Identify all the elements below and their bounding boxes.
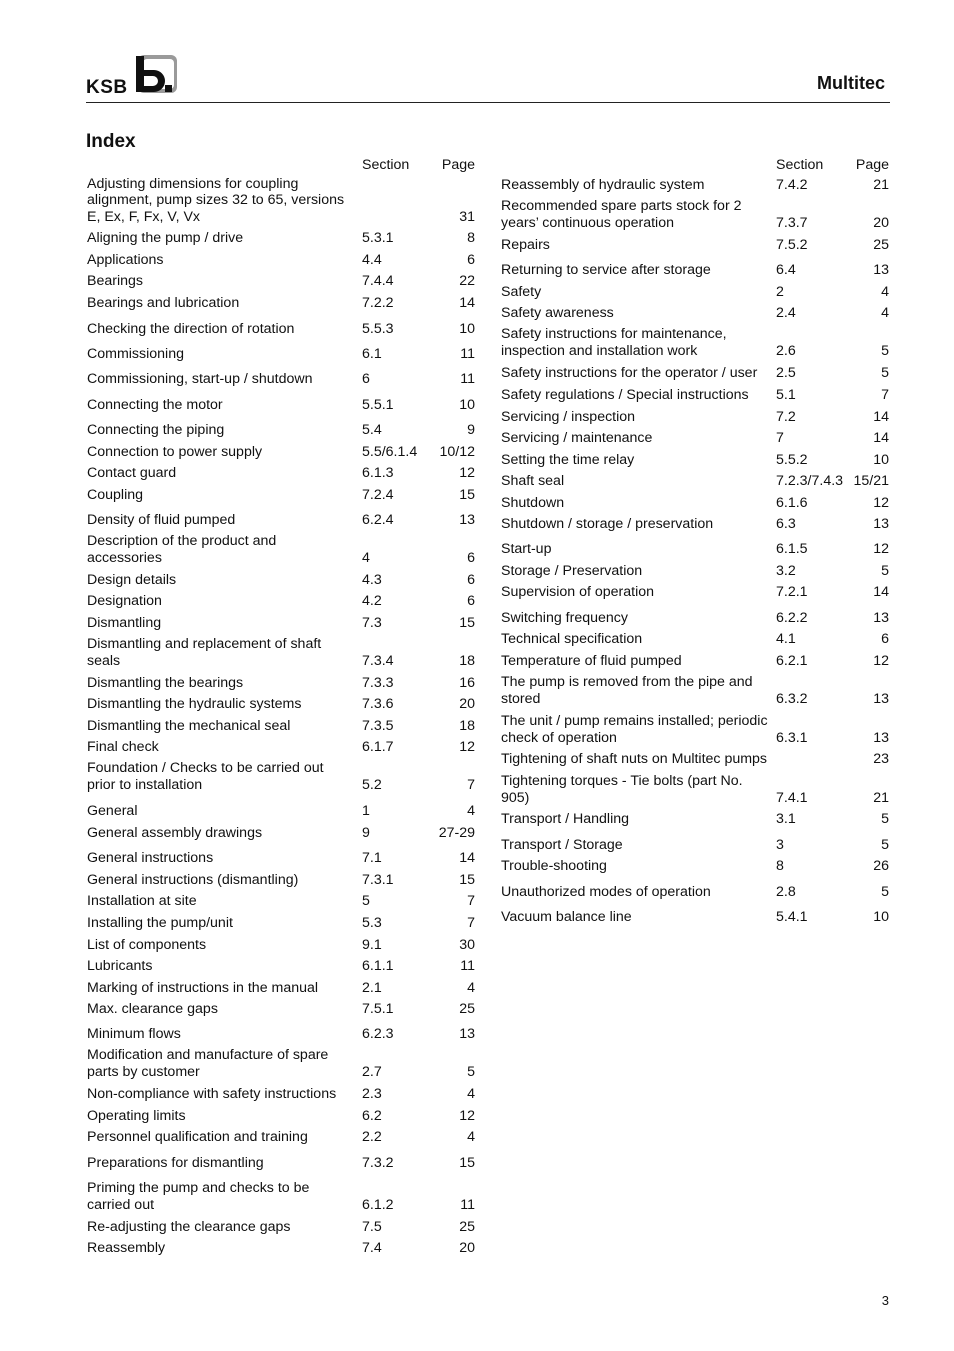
entry-title: Reassembly of hydraulic system <box>501 176 705 193</box>
entry-title: Bearings and lubrication <box>87 294 240 311</box>
entry-page: 5 <box>467 1063 475 1080</box>
entry-page: 11 <box>460 957 475 974</box>
entry-page: 12 <box>873 494 889 511</box>
entry-title: Max. clearance gaps <box>87 1000 218 1017</box>
entry-section: 2 <box>776 283 784 300</box>
entry-section: 7.2.2 <box>362 294 394 311</box>
entry-section: 5.1 <box>776 386 796 403</box>
entry-title: Safety instructions for maintenance, inspection and installation work <box>501 326 727 359</box>
entry-title: Preparations for dismantling <box>87 1154 264 1171</box>
entry-page: 10 <box>873 451 889 468</box>
entry-title: Safety <box>501 283 542 300</box>
entry-page: 13 <box>873 729 889 746</box>
entry-section: 6.2 <box>362 1107 382 1124</box>
entry-section: 4.3 <box>362 571 382 588</box>
entry-page: 14 <box>873 408 889 425</box>
entry-section: 6.1.1 <box>362 957 394 974</box>
entry-title: Operating limits <box>87 1107 186 1124</box>
entry-title: Shutdown / storage / preservation <box>501 515 714 532</box>
entry-page: 15 <box>459 1154 475 1171</box>
entry-section: 2.1 <box>362 979 382 996</box>
entry-title: Modification and manufacture of spare parts by customer <box>87 1047 329 1080</box>
entry-title: General instructions <box>87 849 214 866</box>
entry-page: 12 <box>873 652 889 669</box>
page-number: 3 <box>881 1293 889 1308</box>
entry-page: 13 <box>459 511 475 528</box>
entry-section: 7.4.4 <box>362 272 394 289</box>
entry-section: 6.1.6 <box>776 494 808 511</box>
entry-section: 7 <box>776 429 784 446</box>
entry-title: Lubricants <box>87 957 153 974</box>
entry-section: 1 <box>362 802 370 819</box>
section-header: Section <box>362 157 410 173</box>
entry-title: Transport / Handling <box>501 810 630 827</box>
entry-page: 12 <box>873 540 889 557</box>
entry-page: 5 <box>881 342 889 359</box>
entry-section: 3 <box>776 836 784 853</box>
entry-section: 6 <box>362 370 370 387</box>
entry-title: Vacuum balance line <box>501 908 632 925</box>
entry-section: 5.3.1 <box>362 229 394 246</box>
entry-page: 5 <box>881 364 889 381</box>
entry-page: 10 <box>873 908 889 925</box>
entry-title: Transport / Storage <box>501 836 623 853</box>
entry-title: List of components <box>87 936 207 953</box>
entry-section: 7.4 <box>362 1239 382 1256</box>
entry-page: 25 <box>459 1218 475 1235</box>
entry-title: Connecting the motor <box>87 396 223 413</box>
entry-title: Designation <box>87 592 162 609</box>
entry-section: 7.3.6 <box>362 695 394 712</box>
entry-page: 13 <box>873 609 889 626</box>
entry-title: Dismantling the bearings <box>87 674 244 691</box>
entry-title: Non-compliance with safety instructions <box>87 1085 337 1102</box>
entry-page: 7 <box>467 776 475 793</box>
entry-section: 6.2.2 <box>776 609 808 626</box>
entry-section: 9.1 <box>362 936 382 953</box>
entry-section: 7.3.7 <box>776 214 808 231</box>
entry-page: 11 <box>460 1196 475 1213</box>
entry-page: 8 <box>467 229 475 246</box>
entry-section: 7.4.1 <box>776 789 808 806</box>
entry-section: 7.4.2 <box>776 176 808 193</box>
entry-section: 6.1.7 <box>362 738 394 755</box>
entry-page: 22 <box>459 272 475 289</box>
entry-title: Installation at site <box>87 892 197 909</box>
entry-section: 7.5 <box>362 1218 382 1235</box>
entry-title: General assembly drawings <box>87 824 263 841</box>
entry-title: Reassembly <box>87 1239 166 1256</box>
entry-title: Shaft seal <box>501 472 565 489</box>
entry-page: 20 <box>459 695 475 712</box>
entry-title: Recommended spare parts stock for 2 years’ continuous operation <box>501 198 742 231</box>
entry-title: Repairs <box>501 236 550 253</box>
entry-page: 14 <box>873 429 889 446</box>
entry-title: The pump is removed from the pipe and stored <box>501 674 753 707</box>
entry-section: 7.3.1 <box>362 871 394 888</box>
ksb-logo <box>86 52 181 96</box>
entry-page: 20 <box>873 214 889 231</box>
entry-title: Temperature of fluid pumped <box>501 652 682 669</box>
entry-title: Connecting the piping <box>87 421 225 438</box>
entry-title: Re-adjusting the clearance gaps <box>87 1218 291 1235</box>
entry-section: 7.2.1 <box>776 583 808 600</box>
entry-page: 25 <box>873 236 889 253</box>
entry-page: 25 <box>459 1000 475 1017</box>
entry-section: 4.1 <box>776 630 796 647</box>
entry-title: Dismantling <box>87 614 162 631</box>
entry-section: 6.1.5 <box>776 540 808 557</box>
entry-title: Description of the product and accessories <box>87 533 277 566</box>
entry-page: 4 <box>467 1085 475 1102</box>
entry-title: Applications <box>87 251 164 268</box>
entry-title: Trouble-shooting <box>501 857 607 874</box>
entry-page: 6 <box>467 251 475 268</box>
index-column-right <box>501 157 889 957</box>
entry-page: 13 <box>873 690 889 707</box>
entry-title: Switching frequency <box>501 609 628 626</box>
entry-section: 6.3.1 <box>776 729 808 746</box>
entry-title: Setting the time relay <box>501 451 635 468</box>
entry-section: 7.1 <box>362 849 382 866</box>
entry-page: 5 <box>881 836 889 853</box>
entry-title: Shutdown <box>501 494 565 511</box>
entry-page: 12 <box>459 464 475 481</box>
entry-page: 6 <box>881 630 889 647</box>
entry-section: 7.3.4 <box>362 652 394 669</box>
entry-section: 7.3.2 <box>362 1154 394 1171</box>
entry-title: Coupling <box>87 486 144 503</box>
entry-page: 14 <box>459 849 475 866</box>
entry-title: Tightening of shaft nuts on Multitec pumps <box>501 750 768 767</box>
entry-section: 5 <box>362 892 370 909</box>
entry-page: 15 <box>459 486 475 503</box>
entry-section: 7.3 <box>362 614 382 631</box>
logo-text: KSB <box>86 77 128 98</box>
document-title: Multitec <box>816 73 885 93</box>
entry-section: 4 <box>362 549 370 566</box>
entry-section: 2.6 <box>776 342 796 359</box>
entry-page: 4 <box>467 1128 475 1145</box>
entry-title: Dismantling and replacement of shaft seals <box>87 636 322 669</box>
entry-page: 4 <box>881 283 889 300</box>
entry-page: 7 <box>467 914 475 931</box>
entry-page: 10 <box>459 320 475 337</box>
entry-section: 5.4.1 <box>776 908 808 925</box>
entry-page: 10 <box>459 396 475 413</box>
entry-title: Commissioning, start-up / shutdown <box>87 370 313 387</box>
entry-section: 5.4 <box>362 421 382 438</box>
entry-page: 26 <box>873 857 889 874</box>
entry-title: Safety instructions for the operator / user <box>501 364 758 381</box>
entry-section: 2.5 <box>776 364 796 381</box>
entry-section: 4.2 <box>362 592 382 609</box>
entry-section: 5.5.2 <box>776 451 808 468</box>
entry-page: 5 <box>881 810 889 827</box>
entry-title: Design details <box>87 571 177 588</box>
entry-title: Personnel qualification and training <box>87 1128 308 1145</box>
entry-page: 7 <box>881 386 889 403</box>
entry-section: 6.4 <box>776 261 796 278</box>
entry-page: 10/12 <box>439 443 475 460</box>
entry-section: 7.2.3/7.4.3 <box>776 472 844 489</box>
entry-section: 6.1.2 <box>362 1196 394 1213</box>
entry-section: 8 <box>776 857 784 874</box>
section-header: Section <box>776 157 824 173</box>
entry-page: 9 <box>467 421 475 438</box>
entry-title: Start-up <box>501 540 552 557</box>
entry-section: 6.3 <box>776 515 796 532</box>
entry-section: 5.2 <box>362 776 382 793</box>
entry-title: Servicing / inspection <box>501 408 636 425</box>
entry-title: Foundation / Checks to be carried out prior to installation <box>87 760 324 793</box>
entry-page: 21 <box>873 176 889 193</box>
index-entry <box>87 157 475 1256</box>
entry-title: Safety regulations / Special instructions <box>501 386 749 403</box>
entry-page: 13 <box>873 515 889 532</box>
entry-section: 6.2.1 <box>776 652 808 669</box>
entry-section: 9 <box>362 824 370 841</box>
entry-title: Contact guard <box>87 464 177 481</box>
entry-page: 4 <box>467 802 475 819</box>
entry-title: Unauthorized modes of operation <box>501 883 711 900</box>
header-divider <box>86 102 890 103</box>
entry-page: 14 <box>873 583 889 600</box>
entry-section: 7.3.5 <box>362 717 394 734</box>
entry-section: 6.2.4 <box>362 511 394 528</box>
entry-page: 6 <box>467 549 475 566</box>
entry-page: 5 <box>881 562 889 579</box>
entry-title: Commissioning <box>87 345 184 362</box>
entry-section: 5.3 <box>362 914 382 931</box>
entry-section: 2.7 <box>362 1063 382 1080</box>
entry-title: Returning to service after storage <box>501 261 711 278</box>
index-column-left <box>87 157 475 1267</box>
entry-page: 13 <box>459 1025 475 1042</box>
entry-title: The unit / pump remains installed; periodic check of operation <box>501 713 768 746</box>
page-header: Page <box>855 157 889 173</box>
entry-section: 2.8 <box>776 883 796 900</box>
entry-page: 20 <box>459 1239 475 1256</box>
entry-page: 27-29 <box>438 824 475 841</box>
index-heading: Index <box>86 131 136 152</box>
entry-section: 3.1 <box>776 810 796 827</box>
entry-page: 13 <box>873 261 889 278</box>
entry-title: Adjusting dimensions for coupling alignment, pump sizes 32 to 65, versions E, Ex, F, Fx, V, Vx <box>87 175 345 225</box>
entry-page: 5 <box>881 883 889 900</box>
entry-title: Dismantling the hydraulic systems <box>87 695 302 712</box>
entry-page: 18 <box>459 652 475 669</box>
entry-section: 3.2 <box>776 562 796 579</box>
entry-title: General instructions (dismantling) <box>87 871 299 888</box>
entry-section: 5.5/6.1.4 <box>362 443 418 460</box>
entry-page: 12 <box>459 1107 475 1124</box>
entry-title: Density of fluid pumped <box>87 511 236 528</box>
entry-section: 5.5.1 <box>362 396 394 413</box>
entry-title: Storage / Preservation <box>501 562 643 579</box>
entry-page: 6 <box>467 592 475 609</box>
entry-title: Marking of instructions in the manual <box>87 979 319 996</box>
entry-title: Checking the direction of rotation <box>87 320 295 337</box>
entry-page: 31 <box>459 208 475 225</box>
entry-section: 7.3.3 <box>362 674 394 691</box>
ksb-logo-mark-icon <box>134 52 180 96</box>
entry-section: 4.4 <box>362 251 382 268</box>
entry-title: Supervision of operation <box>501 583 655 600</box>
entry-page: 12 <box>459 738 475 755</box>
entry-section: 2.4 <box>776 304 796 321</box>
entry-page: 30 <box>459 936 475 953</box>
entry-title: Aligning the pump / drive <box>87 229 244 246</box>
index-entry <box>501 157 889 925</box>
entry-page: 14 <box>459 294 475 311</box>
entry-page: 7 <box>467 892 475 909</box>
entry-title: Safety awareness <box>501 304 614 321</box>
entry-page: 15/21 <box>853 472 889 489</box>
entry-section: 6.3.2 <box>776 690 808 707</box>
entry-title: Connection to power supply <box>87 443 263 460</box>
entry-page: 11 <box>460 370 475 387</box>
entry-title: Dismantling the mechanical seal <box>87 717 291 734</box>
entry-page: 23 <box>873 750 889 767</box>
entry-section: 5.5.3 <box>362 320 394 337</box>
entry-section: 6.1 <box>362 345 382 362</box>
entry-title: Tightening torques - Tie bolts (part No. 905) <box>501 773 743 806</box>
entry-section: 7.2.4 <box>362 486 394 503</box>
entry-title: Bearings <box>87 272 143 289</box>
entry-section: 7.2 <box>776 408 796 425</box>
entry-section: 6.1.3 <box>362 464 394 481</box>
entry-title: General <box>87 802 138 819</box>
entry-page: 15 <box>459 871 475 888</box>
entry-title: Technical specification <box>501 630 643 647</box>
entry-title: Servicing / maintenance <box>501 429 653 446</box>
entry-section: 7.5.2 <box>776 236 808 253</box>
entry-page: 6 <box>467 571 475 588</box>
entry-section: 2.3 <box>362 1085 382 1102</box>
entry-page: 15 <box>459 614 475 631</box>
entry-page: 4 <box>881 304 889 321</box>
entry-section: 2.2 <box>362 1128 382 1145</box>
entry-page: 11 <box>460 345 475 362</box>
entry-title: Installing the pump/unit <box>87 914 233 931</box>
entry-section: 7.5.1 <box>362 1000 394 1017</box>
entry-title: Final check <box>87 738 159 755</box>
entry-page: 18 <box>459 717 475 734</box>
entry-page: 21 <box>873 789 889 806</box>
entry-section: 6.2.3 <box>362 1025 394 1042</box>
entry-title: Minimum flows <box>87 1025 181 1042</box>
page-header: Page <box>441 157 475 173</box>
entry-page: 16 <box>459 674 475 691</box>
entry-title: Priming the pump and checks to be carried out <box>87 1180 310 1213</box>
entry-page: 4 <box>467 979 475 996</box>
